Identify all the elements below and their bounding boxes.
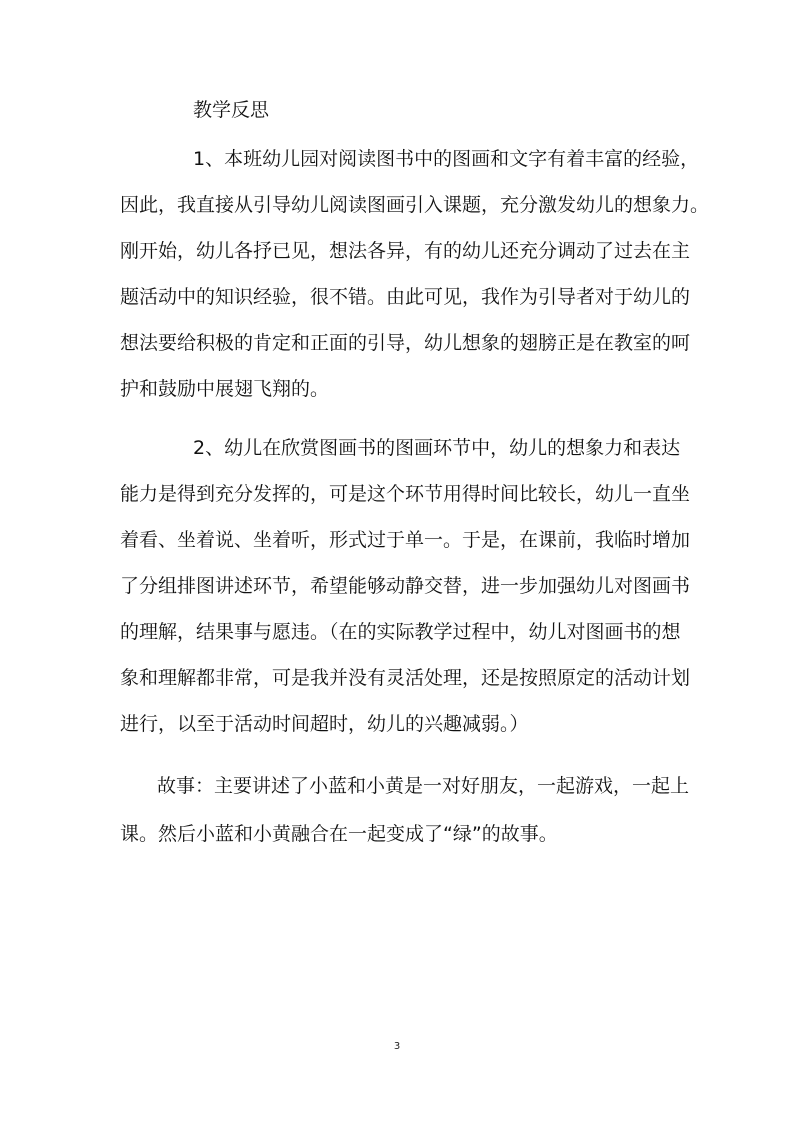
text-line: 故事：主要讲述了小蓝和小黄是一对好朋友，一起游戏，一起上 <box>157 775 690 797</box>
section-heading: 教学反思 <box>193 99 270 121</box>
text-line: 想法要给积极的肯定和正面的引导，幼儿想象的翅膀正是在教室的呵 <box>120 332 691 354</box>
page-number: 3 <box>393 1041 401 1052</box>
text-line: 着看、坐着说、坐着听，形式过于单一。于是，在课前，我临时增加 <box>120 529 691 551</box>
text-line: 刚开始，幼儿各抒已见，想法各异，有的幼儿还充分调动了过去在主 <box>120 240 691 262</box>
text-line: 题活动中的知识经验，很不错。由此可见，我作为引导者对于幼儿的 <box>120 286 691 308</box>
text-line: 能力是得到充分发挥的，可是这个环节用得时间比较长，幼儿一直坐 <box>120 483 691 505</box>
text-line: 象和理解都非常，可是我并没有灵活处理，还是按照原定的活动计划 <box>120 667 691 689</box>
text-line: 课。然后小蓝和小黄融合在一起变成了“绿”的故事。 <box>120 823 558 845</box>
text-line: 护和鼓励中展翅飞翔的。 <box>120 378 330 400</box>
text-line: 1、本班幼儿园对阅读图书中的图画和文字有着丰富的经验， <box>193 148 700 170</box>
text-line: 2、幼儿在欣赏图画书的图画环节中，幼儿的想象力和表达 <box>193 437 681 459</box>
text-line: 了分组排图讲述环节，希望能够动静交替，进一步加强幼儿对图画书 <box>120 575 691 597</box>
text-line: 进行，以至于活动时间超时，幼儿的兴趣减弱。） <box>120 713 529 735</box>
text-line: 因此，我直接从引导幼儿阅读图画引入课题，充分激发幼儿的想象力。 <box>120 194 710 216</box>
text-line: 的理解，结果事与愿违。（在的实际教学过程中，幼儿对图画书的想 <box>120 621 681 643</box>
